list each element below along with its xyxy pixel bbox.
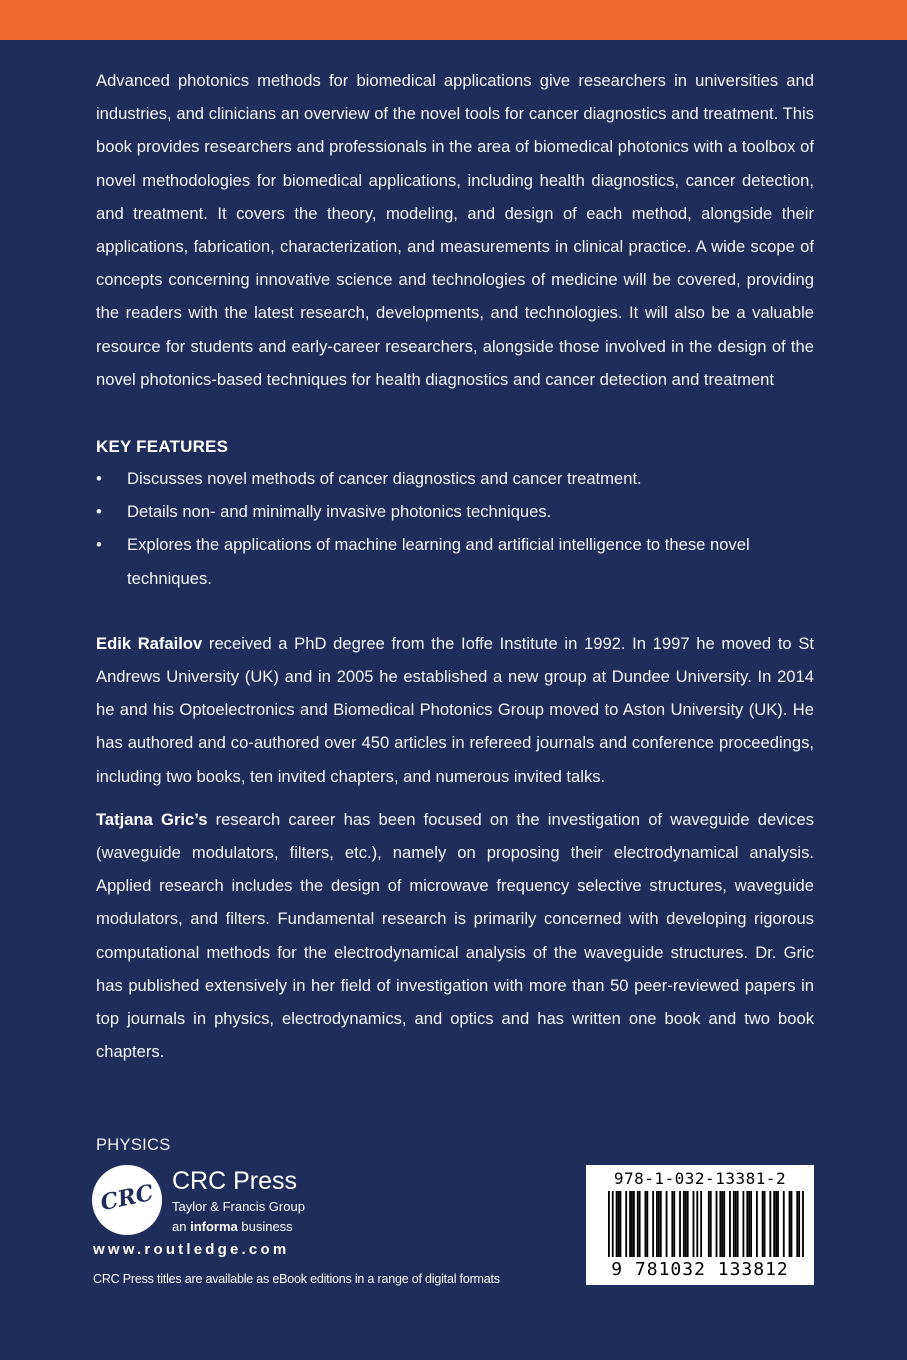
barcode-bar bbox=[616, 1191, 618, 1257]
barcode-bar bbox=[652, 1191, 654, 1257]
barcode-bar bbox=[671, 1191, 673, 1257]
barcode-bar bbox=[696, 1191, 698, 1257]
barcode-bars bbox=[608, 1191, 804, 1257]
barcode-bar bbox=[775, 1191, 777, 1257]
barcode-bar bbox=[719, 1191, 721, 1257]
bullet-icon: • bbox=[96, 535, 102, 555]
barcode-bar bbox=[764, 1191, 766, 1257]
barcode-bar bbox=[733, 1191, 735, 1257]
barcode-bar bbox=[750, 1191, 752, 1257]
barcode-bar bbox=[660, 1191, 662, 1257]
barcode-bar bbox=[729, 1191, 731, 1257]
barcode-bar bbox=[612, 1191, 614, 1257]
barcode-bar bbox=[748, 1191, 750, 1257]
author-bio-text: research career has been focused on the investigation of waveguide devices (waveguide modulators, filters, etc.), namely on proposing their electrodynamical analysis. Applied research includes the design of microwave frequency selective structures, waveguide modulators, and filters. Fundamental research is primarily concerned with developing rigorous computational methods for the electrodynamical analysis of the waveguide structures. Dr. Gric has published extensively in her field of investigation with more than 50 peer-reviewed papers in top journals in physics, electrodynamics, and optics and has written one book and two book chapters. bbox=[96, 809, 814, 1062]
barcode-bar bbox=[721, 1191, 723, 1257]
barcode-bar bbox=[802, 1191, 804, 1257]
barcode-bar bbox=[773, 1191, 775, 1257]
barcode-bar bbox=[777, 1191, 779, 1257]
business-brand: informa bbox=[190, 1219, 238, 1234]
barcode-bar bbox=[789, 1191, 791, 1257]
top-color-band bbox=[0, 0, 907, 40]
publisher-website-link[interactable]: www.routledge.com bbox=[93, 1241, 290, 1258]
publisher-group: Taylor & Francis Group bbox=[172, 1199, 305, 1214]
crc-logo bbox=[92, 1165, 162, 1235]
barcode-bar bbox=[710, 1191, 712, 1257]
barcode-bar bbox=[656, 1191, 658, 1257]
feature-item bbox=[96, 495, 814, 528]
key-features-heading: KEY FEATURES bbox=[96, 437, 229, 457]
feature-item bbox=[96, 528, 814, 594]
feature-text: Details non- and minimally invasive photonics techniques. bbox=[127, 502, 552, 522]
barcode-bar bbox=[631, 1191, 633, 1257]
ebook-note: CRC Press titles are available as eBook editions in a range of digital formats bbox=[93, 1272, 500, 1286]
barcode-bar bbox=[633, 1191, 635, 1257]
isbn-bottom-text: 9 781032 133812 bbox=[611, 1259, 789, 1280]
barcode-bar bbox=[645, 1191, 647, 1257]
barcode-bar bbox=[658, 1191, 660, 1257]
barcode-bar bbox=[693, 1191, 695, 1257]
barcode-bar bbox=[687, 1191, 689, 1257]
barcode-bar bbox=[629, 1191, 631, 1257]
book-description: Advanced photonics methods for biomedical applications give researchers in universities and industries, and clinicians an overview of the novel tools for cancer diagnostics and treatment. This book provides researchers and professionals in the area of biomedical photonics with a toolbox of novel methodologies for biomedical applications, including health diagnostics, cancer detection, and treatment. It covers the theory, modeling, and design of each method, alongside their applications, fabrication, characterization, and measurements in clinical practice. A wide scope of concepts concerning innovative science and technologies of medicine will be covered, providing the readers with the latest research, developments, and technologies. It will also be a valuable resource for students and early-career researchers, alongside those involved in the design of the novel photonics-based techniques for health diagnostics and cancer detection and treatment bbox=[96, 71, 814, 389]
subject-category: PHYSICS bbox=[96, 1136, 171, 1154]
barcode-bar bbox=[746, 1191, 748, 1257]
bullet-icon: • bbox=[96, 469, 102, 489]
back-cover-content bbox=[96, 64, 814, 1068]
author-bio-rafailov bbox=[96, 627, 814, 793]
author-name: Edik Rafailov bbox=[96, 633, 203, 653]
barcode-bar bbox=[769, 1191, 771, 1257]
barcode-bar bbox=[683, 1191, 685, 1257]
barcode-bar bbox=[679, 1191, 681, 1257]
barcode-bar bbox=[620, 1191, 622, 1257]
crc-logo-text: CRC bbox=[98, 1179, 156, 1217]
author-bio-gric bbox=[96, 803, 814, 1069]
barcode-bar bbox=[791, 1191, 793, 1257]
barcode-bar bbox=[716, 1191, 718, 1257]
barcode-bar bbox=[762, 1191, 764, 1257]
feature-text: Discusses novel methods of cancer diagnostics and cancer treatment. bbox=[127, 469, 642, 489]
barcode-bar bbox=[798, 1191, 800, 1257]
key-features-list bbox=[96, 462, 814, 595]
barcode-bar bbox=[796, 1191, 798, 1257]
feature-text: Explores the applications of machine learning and artificial intelligence to these novel techniques. bbox=[127, 535, 750, 588]
barcode-bar bbox=[708, 1191, 710, 1257]
bullet-icon: • bbox=[96, 502, 102, 522]
isbn-top-text: 978-1-032-13381-2 bbox=[613, 1169, 787, 1188]
barcode-bar bbox=[735, 1191, 737, 1257]
barcode-bar bbox=[618, 1191, 620, 1257]
barcode-bar bbox=[673, 1191, 675, 1257]
barcode-bar bbox=[700, 1191, 702, 1257]
barcode-bar bbox=[646, 1191, 648, 1257]
barcode-bar bbox=[666, 1191, 668, 1257]
barcode-bar bbox=[723, 1191, 725, 1257]
barcode-bar bbox=[743, 1191, 745, 1257]
barcode-bar bbox=[737, 1191, 739, 1257]
isbn-barcode bbox=[586, 1165, 814, 1285]
publisher-name: CRC Press bbox=[172, 1167, 298, 1195]
barcode-bar bbox=[685, 1191, 687, 1257]
barcode-bar bbox=[783, 1191, 785, 1257]
barcode-bar bbox=[637, 1191, 639, 1257]
author-name: Tatjana Gric’s bbox=[96, 809, 208, 829]
barcode-bar bbox=[639, 1191, 641, 1257]
feature-item bbox=[96, 462, 814, 495]
barcode-bar bbox=[625, 1191, 627, 1257]
publisher-business bbox=[172, 1219, 293, 1234]
barcode-bar bbox=[756, 1191, 758, 1257]
author-bio-text: received a PhD degree from the Ioffe Institute in 1992. In 1997 he moved to St Andrews University (UK) and in 2005 he established a new group at Dundee University. In 2014 he and his Optoelectronics and Biomedical Photonics Group moved to Aston University (UK). He has authored and co-authored over 450 articles in refereed journals and conference proceedings, including two books, ten invited chapters, and numerous invited talks. bbox=[96, 633, 814, 786]
business-prefix: an bbox=[172, 1219, 191, 1234]
barcode-bar bbox=[608, 1191, 610, 1257]
business-suffix: business bbox=[237, 1219, 293, 1234]
